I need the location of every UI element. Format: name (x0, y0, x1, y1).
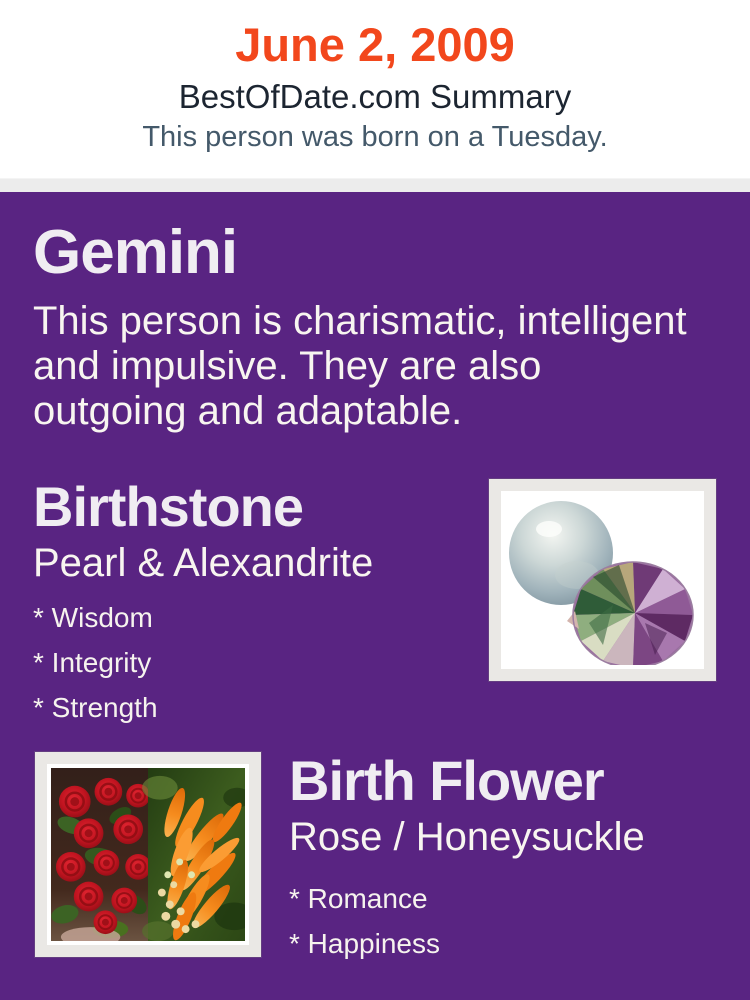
birth-flower-title: Birth Flower (289, 749, 604, 813)
birthstone-trait: * Integrity (33, 646, 152, 678)
birthstone-names: Pearl & Alexandrite (33, 540, 374, 585)
zodiac-sign-title: Gemini (33, 218, 238, 287)
birth-flower-section (35, 749, 750, 960)
birthstone-photo (489, 479, 716, 681)
header (0, 0, 750, 178)
zodiac-description: This person is charismatic, intelligent and impulsive. They are also outgoing and adaptable. (33, 299, 687, 434)
zodiac-section (33, 218, 750, 435)
birth-flower-trait: * Romance (289, 883, 428, 915)
rose-and-honeysuckle-graphic (51, 768, 245, 941)
date-title: June 2, 2009 (235, 18, 515, 71)
honeysuckle-graphic (142, 768, 245, 941)
site-summary: BestOfDate.com Summary (178, 78, 572, 116)
birth-flower-photo (35, 752, 261, 957)
birth-flower-trait: * Happiness (289, 928, 440, 960)
birth-flower-names: Rose / Honeysuckle (289, 815, 645, 860)
birthstone-text (33, 474, 489, 725)
pearl-and-alexandrite-graphic (505, 495, 700, 665)
roses-graphic (51, 768, 151, 941)
birth-flower-text (289, 749, 645, 960)
header-divider (0, 178, 750, 192)
birthstone-section (33, 474, 750, 725)
main-panel (0, 192, 750, 1000)
birthstone-title: Birthstone (33, 474, 303, 538)
weekday-note: This person was born on a Tuesday. (142, 121, 608, 154)
birthstone-trait: * Wisdom (33, 601, 153, 633)
birthstone-trait: * Strength (33, 691, 158, 723)
